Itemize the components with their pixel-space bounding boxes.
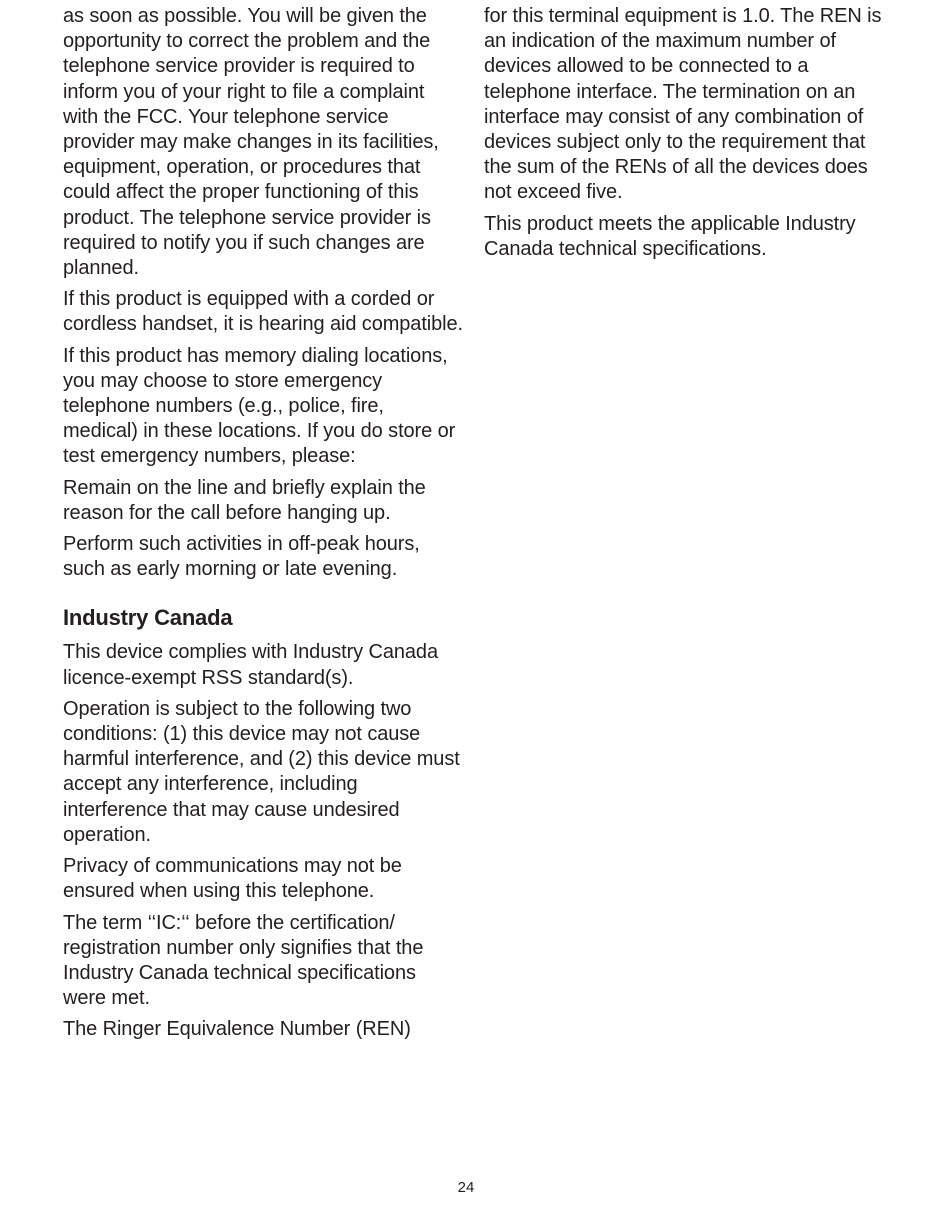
right-column — [484, 4, 884, 268]
paragraph-remain-on-line: Remain on the line and briefly explain the reason for the call before hanging up. — [63, 476, 426, 524]
paragraph-ren-start: The Ringer Equivalence Number (REN) — [63, 1018, 411, 1041]
paragraph-hearing-aid: If this product is equipped with a corded or cordless handset, it is hearing aid compatible. — [63, 288, 463, 336]
left-column — [63, 4, 463, 1049]
paragraph-ic-specifications: This product meets the applicable Industry Canada technical specifications. — [484, 212, 856, 260]
section-heading-industry-canada: Industry Canada — [63, 605, 233, 631]
paragraph-ren-continued: for this terminal equipment is 1.0. The REN is an indication of the maximum number of devices allowed to be connected to a telephone interface. The termination on an interface may consist of any combination of devices subject only to the requirement that the sum of the RENs of all the devices does not exceed five. — [484, 5, 882, 204]
paragraph-off-peak: Perform such activities in off-peak hours, such as early morning or late evening. — [63, 533, 420, 581]
paragraph-operation-conditions: Operation is subject to the following two conditions: (1) this device may not cause harmful interference, and (2) this device must accept any interference, including interference that may cause undesired operation. — [63, 697, 460, 846]
paragraph-privacy: Privacy of communications may not be ensured when using this telephone. — [63, 855, 402, 903]
paragraph-ic-term: The term ‘‘IC:‘‘ before the certification/ registration number only signifies that the Industry Canada technical specifications were met. — [63, 911, 424, 1010]
paragraph-rss-compliance: This device complies with Industry Canada licence-exempt RSS standard(s). — [63, 641, 438, 689]
paragraph-fcc-changes: as soon as possible. You will be given the opportunity to correct the problem and the telephone service provider is required to inform you of your right to file a complaint with the FCC. Your telephone service provider may make changes in its facilities, equipment, operation, or procedures that could affect the proper functioning of this product. The telephone service provider is required to notify you if such changes are planned. — [63, 5, 439, 280]
page-number: 24 — [457, 1179, 475, 1196]
paragraph-memory-dialing: If this product has memory dialing locations, you may choose to store emergency telephone numbers (e.g., police, fire, medical) in these locations. If you do store or test emergency numbers, please: — [63, 344, 456, 468]
